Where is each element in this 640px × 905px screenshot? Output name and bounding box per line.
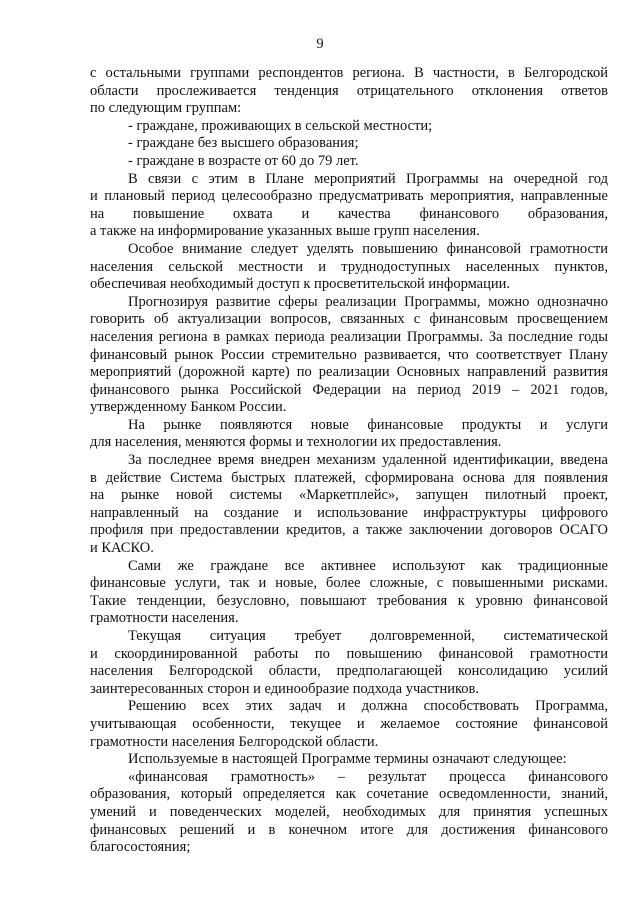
text-line: на рынке новой системы «Маркетплейс», запущен пилотный проект,: [90, 487, 608, 504]
text-line: «финансовая грамотность» – результат процесса финансового: [128, 768, 608, 785]
text-line: населения сельской местности и труднодоступных населенных пунктов,: [90, 258, 608, 275]
text-line: финансового рынка Российской Федерации на период 2019 – 2021 годов,: [90, 381, 608, 398]
text-line: заинтересованных сторон и единообразие подхода участников.: [90, 680, 480, 697]
text-line: и КАСКО.: [90, 540, 154, 557]
text-line: для населения, меняются формы и технологии их предоставления.: [90, 434, 502, 451]
text-line: а также на информирование указанных выше групп населения.: [90, 223, 480, 240]
text-line: благосостояния;: [90, 839, 191, 856]
text-line: На рынке появляются новые финансовые продукты и услуги: [128, 416, 608, 433]
text-line: направленный на создание и использование инфраструктуры цифрового: [90, 504, 608, 521]
text-line: - граждане без высшего образования;: [128, 135, 359, 152]
text-line: В связи с этим в Плане мероприятий Программы на очередной год: [128, 170, 608, 187]
text-line: Решению всех этих задач и должна способствовать Программа,: [128, 698, 608, 715]
text-line: За последнее время внедрен механизм удаленной идентификации, введена: [128, 452, 608, 469]
body-text: [90, 65, 608, 857]
text-line: грамотности населения Белгородской области.: [90, 733, 379, 750]
text-line: - граждане в возрасте от 60 до 79 лет.: [128, 152, 359, 169]
text-line: Такие тенденции, безусловно, повышают требования к уровню финансовой: [90, 592, 608, 609]
text-line: на повышение охвата и качества финансового образования,: [90, 205, 608, 222]
page-number: 9: [316, 36, 324, 52]
text-line: финансовых решений и в конечном итоге для достижения финансового: [90, 821, 608, 838]
text-line: Прогнозируя развитие сферы реализации Программы, можно однозначно: [128, 293, 608, 310]
text-line: утвержденному Банком России.: [90, 399, 287, 416]
text-line: по следующим группам:: [90, 100, 242, 117]
text-line: мероприятий (дорожной карте) по реализации Основных направлений развития: [90, 364, 608, 381]
text-line: и скоординированной работы по повышению финансовой грамотности: [90, 645, 608, 662]
text-line: грамотности населения.: [90, 610, 239, 627]
text-line: населения Белгородской области, предполагающей консолидацию усилий: [90, 663, 608, 680]
text-line: Сами же граждане все активнее используют как традиционные: [128, 557, 608, 574]
text-line: финансовые услуги, так и новые, более сложные, с повышенными рисками.: [90, 575, 608, 592]
text-line: Используемые в настоящей Программе термины означают следующее:: [128, 751, 567, 768]
text-line: образования, который определяется как сочетание осведомленности, знаний,: [90, 786, 608, 803]
text-line: умений и поведенческих моделей, необходимых для принятия успешных: [90, 803, 608, 820]
text-line: учитывающая особенности, текущее и желаемое состояние финансовой: [90, 715, 608, 732]
text-line: профиля при предоставлении кредитов, а также заключении договоров ОСАГО: [90, 522, 608, 539]
text-line: Особое внимание следует уделять повышению финансовой грамотности: [128, 240, 608, 257]
text-line: - граждане, проживающих в сельской местности;: [128, 117, 433, 134]
text-line: населения региона в рамках периода реализации Программы. За последние годы: [90, 328, 608, 345]
text-line: Текущая ситуация требует долговременной, систематической: [128, 628, 608, 644]
text-line: говорить об актуализации вопросов, связанных с финансовым просвещением: [90, 311, 608, 328]
text-line: с остальными группами респондентов региона. В частности, в Белгородской: [90, 65, 608, 81]
text-line: в действие Система быстрых платежей, сформирована основа для появления: [90, 469, 608, 486]
text-line: области прослеживается тенденция отрицательного отклонения ответов: [90, 82, 608, 99]
text-line: финансовый рынок России стремительно развивается, что соответствует Плану: [90, 346, 608, 363]
text-line: обеспечивая необходимый доступ к просветительской информации.: [90, 276, 511, 293]
text-line: и плановый период целесообразно предусматривать мероприятия, направленные: [90, 188, 608, 205]
